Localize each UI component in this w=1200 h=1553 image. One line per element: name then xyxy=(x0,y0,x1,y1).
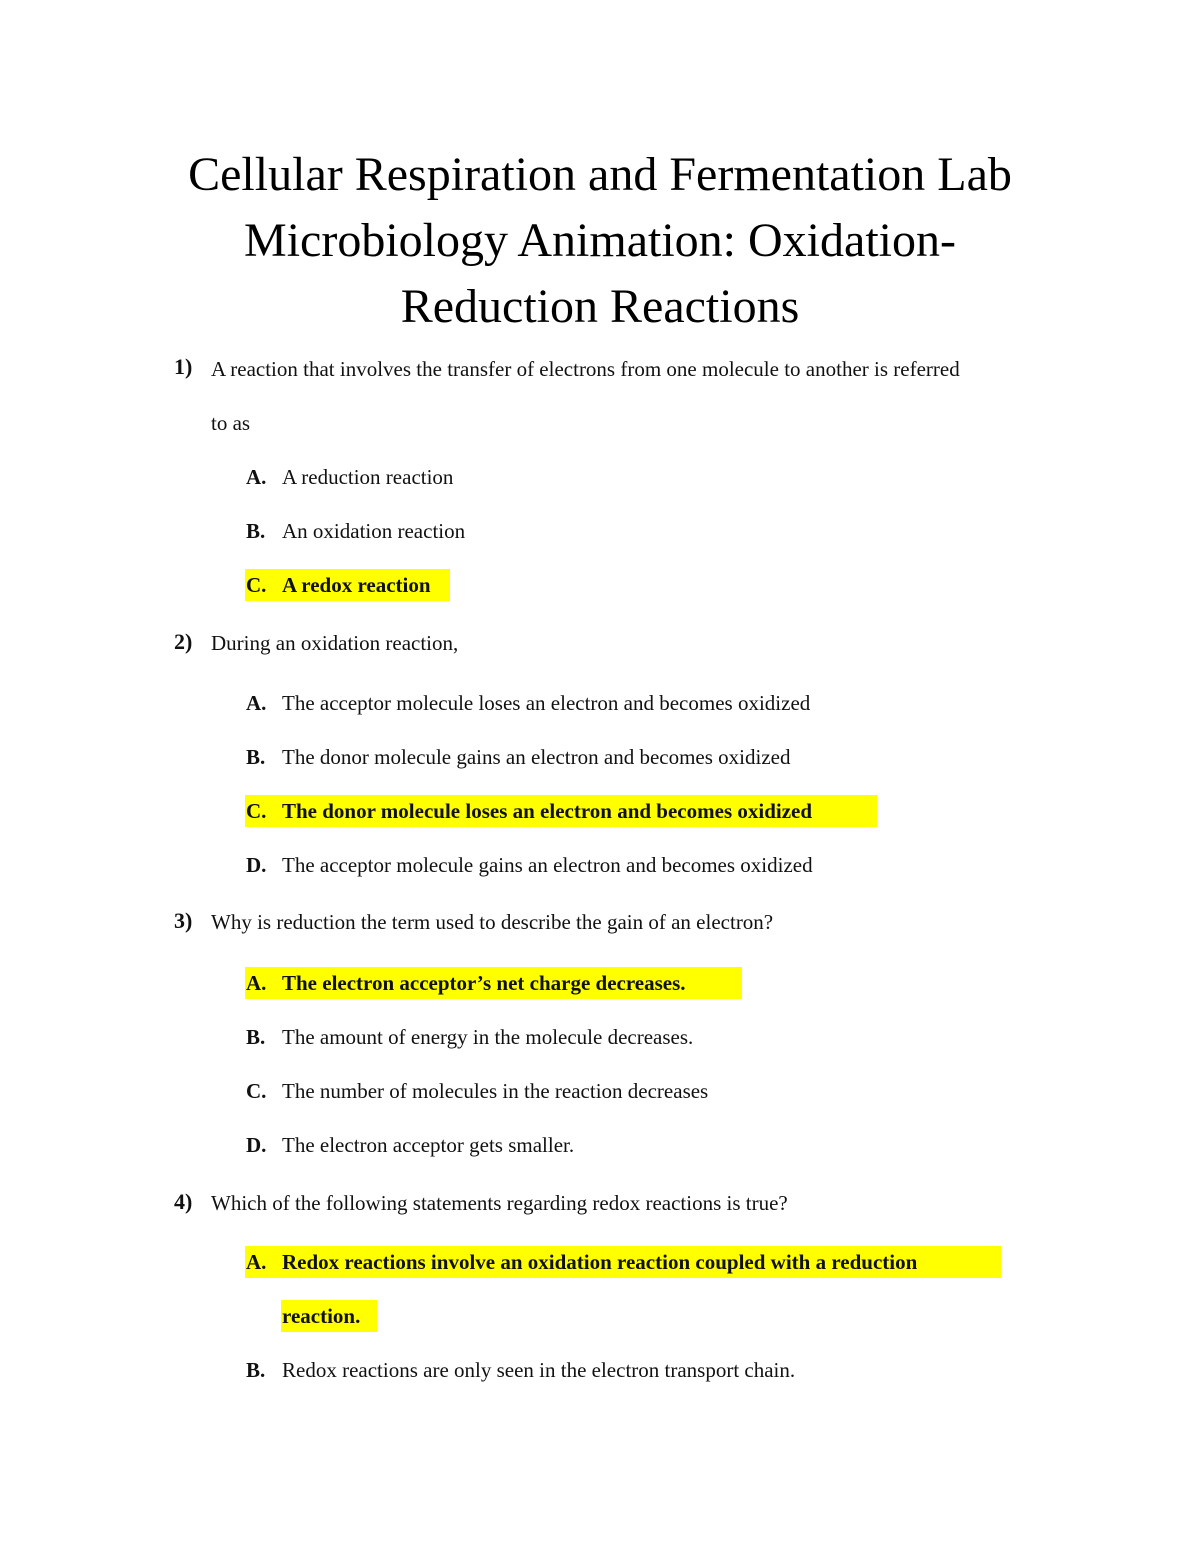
question-number: 3) xyxy=(174,908,193,933)
option-text: Redox reactions are only seen in the electron transport chain. xyxy=(282,1358,796,1382)
title-line-3: Reduction Reactions xyxy=(400,280,800,333)
option-letter: C. xyxy=(246,1079,267,1103)
question-text: Which of the following statements regarding redox reactions is true? xyxy=(211,1191,788,1215)
option-letter-correct: A. xyxy=(246,1250,267,1274)
option-letter: B. xyxy=(246,745,266,769)
question-text-continued: to as xyxy=(211,411,251,435)
option-text: The amount of energy in the molecule decreases. xyxy=(282,1025,694,1049)
question-number: 2) xyxy=(174,629,193,654)
option-text: The donor molecule gains an electron and becomes oxidized xyxy=(282,745,791,769)
option-letter: B. xyxy=(246,1025,266,1049)
title-line-2: Microbiology Animation: Oxidation- xyxy=(244,214,956,267)
question-text: Why is reduction the term used to describe the gain of an electron? xyxy=(211,910,774,934)
question-number: 4) xyxy=(174,1189,193,1214)
option-letter: A. xyxy=(246,465,267,489)
option-text: The electron acceptor gets smaller. xyxy=(282,1133,575,1157)
option-text: The acceptor molecule gains an electron and becomes oxidized xyxy=(282,853,813,877)
option-text: A reduction reaction xyxy=(282,465,454,489)
title-line-1: Cellular Respiration and Fermentation Lab xyxy=(188,148,1012,201)
option-text-correct: Redox reactions involve an oxidation reaction coupled with a reduction xyxy=(282,1250,918,1274)
option-text-correct: A redox reaction xyxy=(282,573,431,597)
option-letter-correct: A. xyxy=(246,971,267,995)
option-text: An oxidation reaction xyxy=(282,519,466,543)
option-text-correct: The donor molecule loses an electron and becomes oxidized xyxy=(282,799,813,823)
question-text: A reaction that involves the transfer of electrons from one molecule to another is referred xyxy=(211,357,960,381)
option-letter: D. xyxy=(246,853,267,877)
option-letter: D. xyxy=(246,1133,267,1157)
option-letter-correct: C. xyxy=(246,573,267,597)
question-text: During an oxidation reaction, xyxy=(211,631,459,655)
question-number: 1) xyxy=(174,354,193,379)
option-text: The number of molecules in the reaction decreases xyxy=(282,1079,709,1103)
option-letter-correct: C. xyxy=(246,799,267,823)
option-letter: A. xyxy=(246,691,267,715)
option-letter: B. xyxy=(246,519,266,543)
option-text-correct: The electron acceptor’s net charge decreases. xyxy=(282,971,686,995)
option-text-correct-continued: reaction. xyxy=(282,1304,361,1328)
option-letter: B. xyxy=(246,1358,266,1382)
option-text: The acceptor molecule loses an electron and becomes oxidized xyxy=(282,691,811,715)
